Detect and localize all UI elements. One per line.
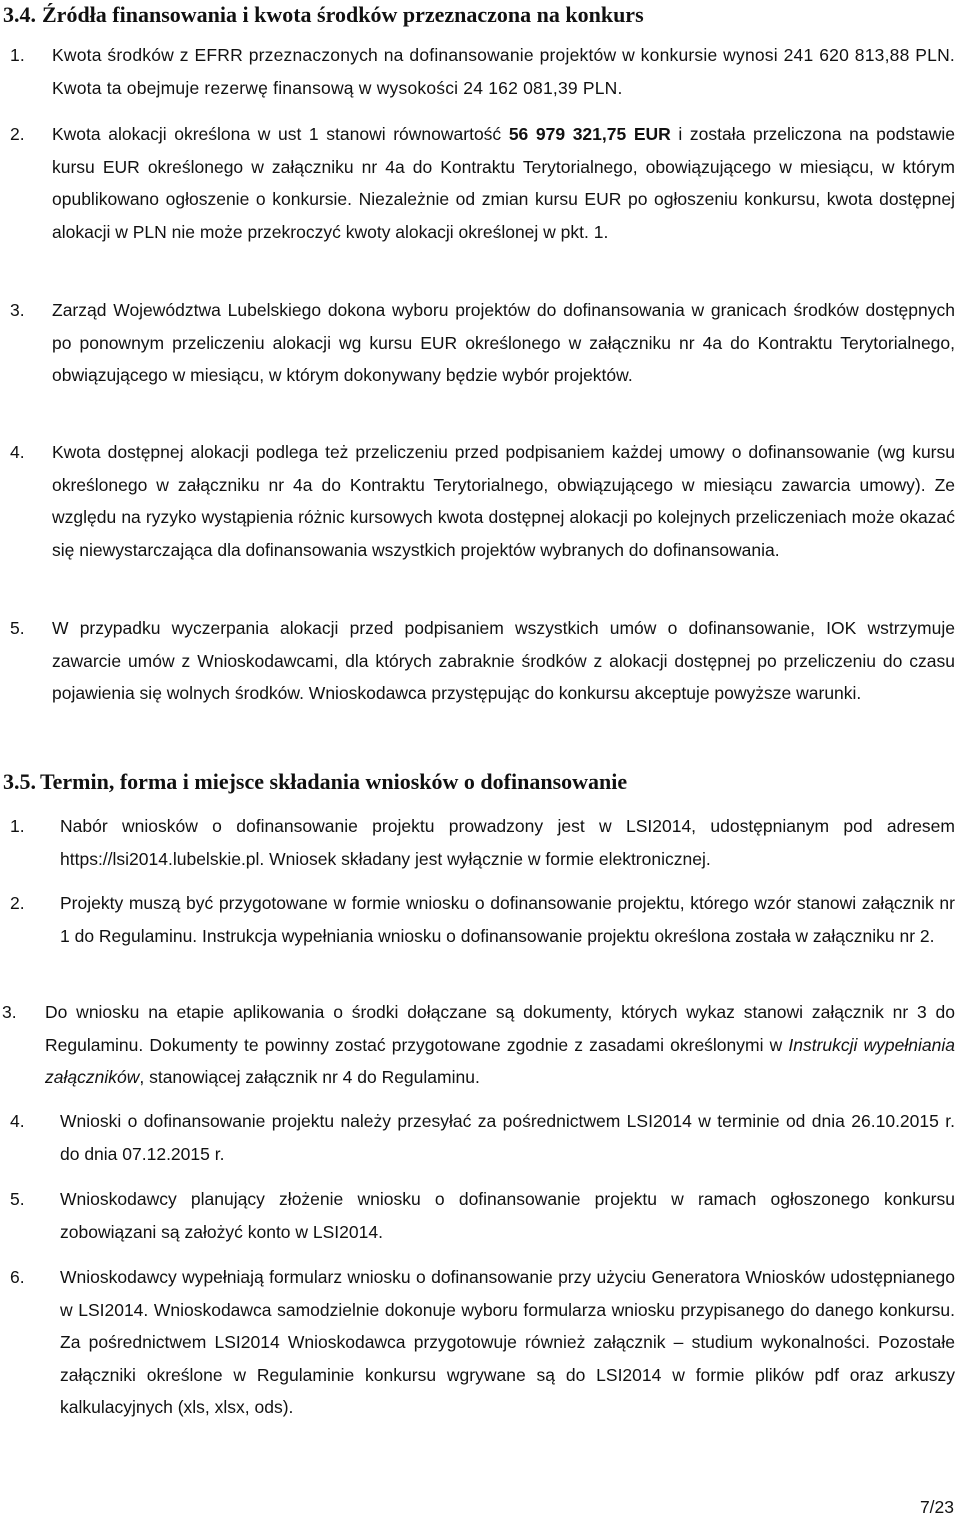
- list-item-text-part: , stanowiącej załącznik nr 4 do Regulaminu.: [139, 1067, 480, 1087]
- list-item-text-part: Kwota środków z EFRR przeznaczonych na dofinansowanie projektów w konkursie wynosi 241 620 813,88 PLN. Kwota ta obejmuje rezerwę finansową w wysokości 24 162 081,39 PLN.: [52, 45, 955, 98]
- list-item-text: [52, 294, 955, 392]
- list-item-number: 4.: [10, 1111, 25, 1131]
- list-item-text: [60, 810, 955, 875]
- section-title: Termin, forma i miejsce składania wniosków o dofinansowanie: [40, 769, 628, 794]
- list-item-text-part: W przypadku wyczerpania alokacji przed podpisaniem wszystkich umów o dofinansowanie, IOK wstrzymuje zawarcie umów z Wnioskodawcami, dla których zabraknie środków z alokacji dostępnej po przeliczeniu do czasu pojawienia się wolnych środków. Wnioskodawca przystępując do konkursu akceptuje powyższe warunki.: [52, 618, 955, 703]
- list-item-number: 2.: [10, 124, 25, 144]
- list-item: [10, 39, 955, 105]
- eur-amount: 56 979 321,75 EUR: [508, 124, 671, 144]
- list-item-text-part: Wnioskodawcy wypełniają formularz wniosku o dofinansowanie przy użyciu Generatora Wniosków udostępnianego w LSI2014. Wnioskodawca samodzielnie dokonuje wyboru formularza wniosku przypisanego do danego konkursu. Za pośrednictwem LSI2014 Wnioskodawca przygotowuje również załącznik – studium wykonalności. Pozostałe załączniki określone w Regulaminie konkursu wgrywane są do LSI2014 w formie plików pdf oraz arkuszy kalkulacyjnych (xls, xlsx, ods).: [60, 1267, 955, 1417]
- list-item: [10, 294, 955, 426]
- list-item-text-part: Do wniosku na etapie aplikowania o środki dołączane są dokumenty, których wykaz stanowi załącznik nr 3 do Regulaminu. Dokumenty te powinny zostać przygotowane zgodnie z zasadami określonymi w: [45, 1002, 955, 1055]
- list-item-number: 5.: [10, 618, 25, 638]
- list-item: [10, 810, 955, 876]
- list-item-text: [52, 436, 955, 566]
- list-item-text-part: Zarząd Województwa Lubelskiego dokona wyboru projektów do dofinansowania w granicach środków dostępnych po ponownym przeliczeniu alokacji wg kursu EUR określonego w załączniku nr 4a do Kontraktu Terytorialnego, obwiązującego w miesiącu, w którym dokonywany będzie wybór projektów.: [52, 300, 955, 385]
- list-item-number: 5.: [10, 1189, 25, 1209]
- list-item-number: 2.: [10, 893, 25, 913]
- section-heading-3-5: [3, 769, 627, 795]
- list-item-text-part: i została przeliczona na podstawie kursu EUR określonego w załączniku nr 4a do Kontraktu Terytorialnego, obowiązującego w miesiącu, w którym opublikowano ogłoszenie o konkursie. Niezależnie od zmian kursu EUR po ogłoszeniu konkursu, kwota dostępnej alokacji w PLN nie może przekroczyć kwoty alokacji określonej w pkt. 1.: [52, 124, 955, 242]
- list-item-text: [52, 612, 955, 710]
- list-item-text: [52, 118, 955, 248]
- list-item-text-part: Nabór wniosków o dofinansowanie projektu prowadzony jest w LSI2014, udostępnianym pod adresem https://lsi2014.lubelskie.pl. Wniosek składany jest wyłącznie w formie elektronicznej.: [60, 816, 955, 869]
- list-item: [10, 118, 955, 282]
- list-item-text-part: Kwota dostępnej alokacji podlega też przeliczeniu przed podpisaniem każdej umowy o dofinansowanie (wg kursu określonego w załączniku nr 4a do Kontraktu Terytorialnego, obwiązującego w miesiącu zawarcia umowy). Ze względu na ryzyko wystąpienia różnic kursowych kwota dostępnej alokacji po kolejnych przeliczeniach może okazać się niewystarczająca dla dofinansowania wszystkich projektów wybranych do dofinansowania.: [52, 442, 955, 560]
- list-item-text: [45, 996, 955, 1094]
- list-item-text: [60, 1261, 955, 1424]
- page-number: 7/23: [919, 1497, 954, 1517]
- list-item-text-part: Wnioskodawcy planujący złożenie wniosku o dofinansowanie projektu w ramach ogłoszonego konkursu zobowiązani są założyć konto w LSI2014.: [60, 1189, 955, 1242]
- list-item: [10, 887, 955, 987]
- list-item-text-part: Kwota alokacji określona w ust 1 stanowi równowartość: [52, 124, 509, 144]
- list-item-text-part: Projekty muszą być przygotowane w formie wniosku o dofinansowanie projektu, którego wzór stanowi załącznik nr 1 do Regulaminu. Instrukcja wypełniania wniosku o dofinansowanie projektu określona została w załączniku nr 2.: [60, 893, 955, 946]
- section-number: 3.4.: [3, 2, 36, 27]
- list-item-number: 4.: [10, 442, 25, 462]
- section-heading-3-4: [3, 2, 644, 28]
- list-item-number: 6.: [10, 1267, 25, 1287]
- instruction-reference: Instrukcji wypełniania załączników: [45, 1034, 955, 1087]
- list-item: [10, 1261, 955, 1459]
- list-item-number: 1.: [10, 816, 25, 836]
- list-item-text: [52, 39, 955, 104]
- list-item: [10, 612, 955, 744]
- list-item-text: [60, 1105, 955, 1170]
- list-item-number: 3.: [2, 1002, 17, 1022]
- list-item: [10, 1105, 955, 1171]
- list-item-text: [60, 1183, 955, 1248]
- section-title: Źródła finansowania i kwota środków przeznaczona na konkurs: [42, 2, 644, 27]
- list-item: [2, 996, 955, 1096]
- list-item: [10, 1183, 955, 1249]
- list-item: [10, 436, 955, 600]
- list-item-number: 3.: [10, 300, 25, 320]
- list-item-text-part: Wnioski o dofinansowanie projektu należy przesyłać za pośrednictwem LSI2014 w terminie od dnia 26.10.2015 r. do dnia 07.12.2015 r.: [60, 1111, 955, 1164]
- list-item-number: 1.: [10, 45, 25, 65]
- list-item-text: [60, 887, 955, 952]
- section-number: 3.5.: [3, 769, 36, 794]
